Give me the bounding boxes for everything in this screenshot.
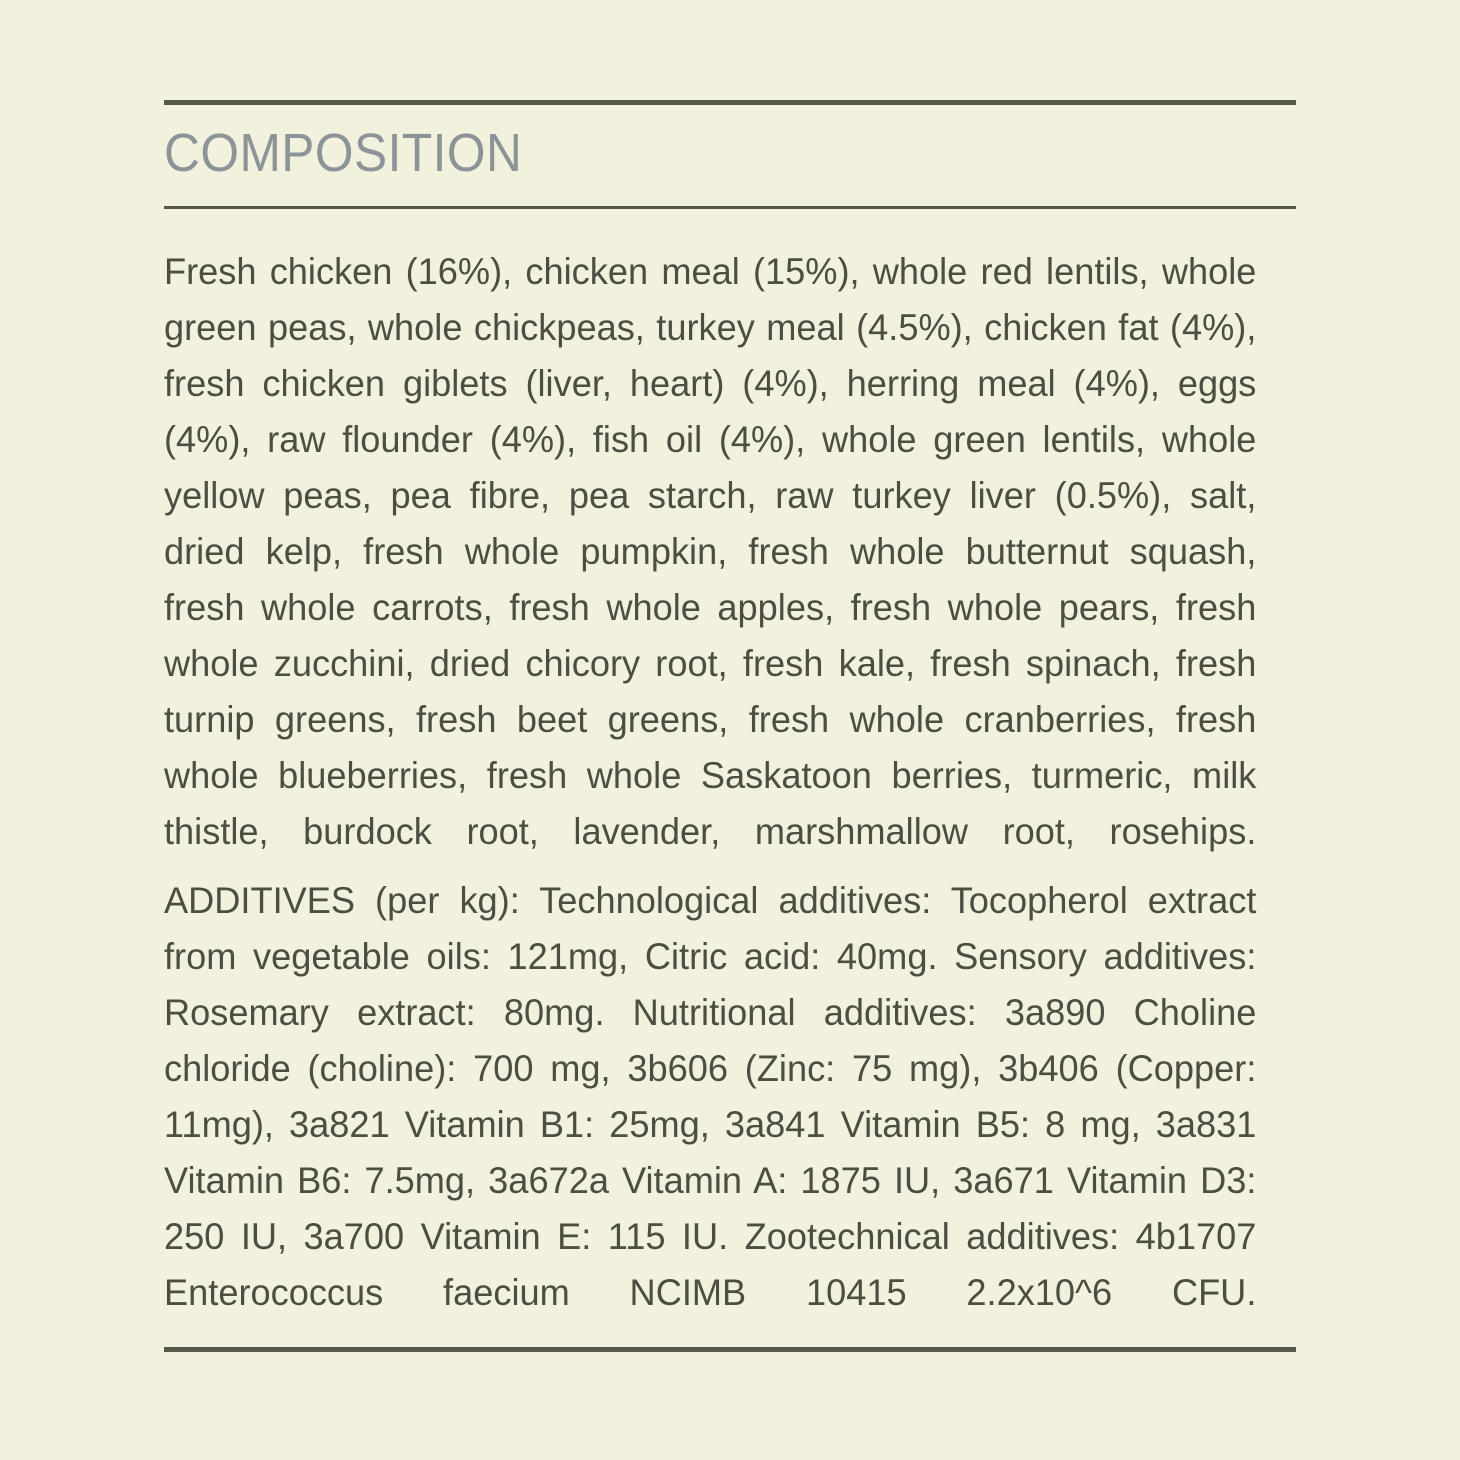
additives-text: ADDITIVES (per kg): Technological additives: Tocopherol extract from vegetable oils: 121mg, Citric acid: 40mg. Sensory additives: Rosemary extract: 80mg. Nutritional additives: 3a890 Choline chloride (choline): 700 mg, 3b606 (Zinc: 75 mg), 3b406 (Copper: 11mg), 3a821 Vitamin B1: 25mg, 3a841 Vitamin B5: 8 mg, 3a831 Vitamin B6: 7.5mg, 3a672a Vitamin A: 1875 IU, 3a671 Vitamin D3: 250 IU, 3a700 Vitamin E: 115 IU. Zootechnical additives: 4b1707 Enterococcus faecium NCIMB 10415 2.2x10^6 CFU. <box>164 879 1267 1313</box>
composition-ingredients-text: Fresh chicken (16%), chicken meal (15%), whole red lentils, whole green peas, whole chickpeas, turkey meal (4.5%), chicken fat (4%), fresh chicken giblets (liver, heart) (4%), herring meal (4%), eggs (4%), raw flounder (4%), fish oil (4%), whole green lentils, whole yellow peas, pea fibre, pea starch, raw turkey liver (0.5%), salt, dried kelp, fresh whole pumpkin, fresh whole butternut squash, fresh whole carrots, fresh whole apples, fresh whole pears, fresh whole zucchini, dried chicory root, fresh kale, fresh spinach, fresh turnip greens, fresh beet greens, fresh whole cranberries, fresh whole blueberries, fresh whole Saskatoon berries, turmeric, milk thistle, burdock root, lavender, marshmallow root, rosehips. <box>164 250 1277 852</box>
bottom-divider-rule <box>164 1347 1296 1352</box>
composition-label-panel <box>164 0 1296 1460</box>
page-title: COMPOSITION <box>164 123 523 183</box>
top-divider-rule <box>164 100 1296 105</box>
title-divider-rule <box>164 206 1296 209</box>
